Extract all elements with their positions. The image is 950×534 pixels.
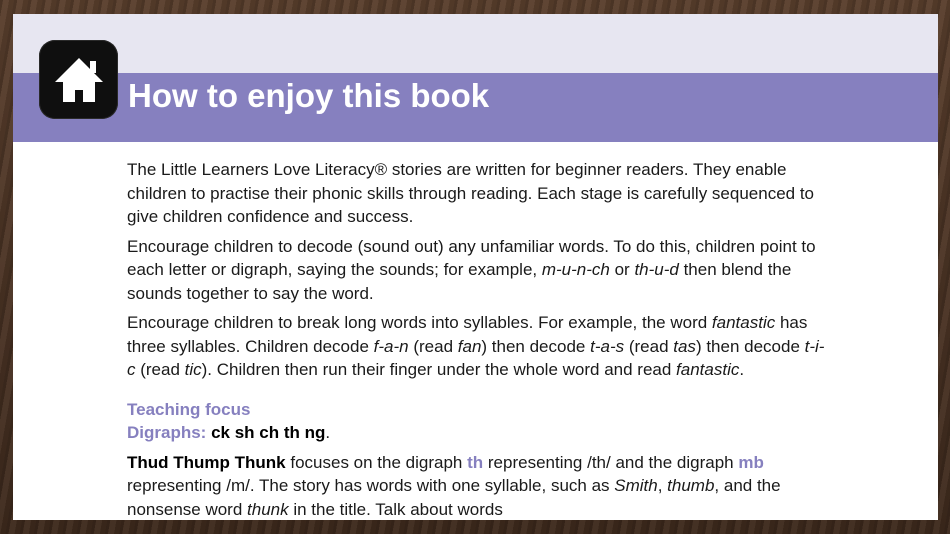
example-thud: th-u-d xyxy=(634,260,679,279)
text: (read xyxy=(624,336,674,356)
word-smith: Smith xyxy=(614,476,658,495)
text: ). Children then run their finger under the whole word and read xyxy=(201,360,677,379)
teaching-focus-heading: Teaching focus xyxy=(127,399,251,419)
word-fantastic-2: fantastic xyxy=(676,360,740,379)
text: Encourage children to break long words into syllables. For example, the word xyxy=(127,313,712,332)
text: then blend the sounds together to say the word. xyxy=(127,260,792,303)
digraphs-line xyxy=(127,421,827,445)
example-munch: m-u-n-ch xyxy=(541,260,610,279)
home-icon xyxy=(51,52,107,108)
digraphs-value: ck sh ch th ng xyxy=(206,423,326,442)
word-tic: tic xyxy=(184,360,202,379)
text: representing /m/. The story has words with one syllable, such as xyxy=(127,476,615,495)
decode-paragraph xyxy=(127,235,827,306)
intro-paragraph: The Little Learners Love Literacy® stories are written for beginner readers. They enable children to practise their phonic skills through reading. Each stage is carefully sequenced to give children confidence and success. xyxy=(127,160,814,226)
text: representing /th/ and the digraph xyxy=(483,452,739,472)
word-fantastic: fantastic xyxy=(711,313,776,332)
story-paragraph xyxy=(127,451,827,521)
digraph-th: th xyxy=(467,452,484,472)
text: Encourage children to decode (sound out) any unfamiliar words. To do this, children point to each letter or digraph, saying the sounds; for example, xyxy=(127,236,816,279)
syllables-paragraph xyxy=(127,311,827,382)
text: . xyxy=(325,423,331,442)
digraph-mb: mb xyxy=(738,452,764,472)
word-thumb: thumb xyxy=(667,476,715,495)
page-title: How to enjoy this book xyxy=(128,77,490,114)
word-tas: tas xyxy=(673,336,696,356)
text: in the title. Talk about words xyxy=(288,499,503,519)
word-thunk: thunk xyxy=(247,499,289,519)
home-button[interactable] xyxy=(39,40,118,119)
word-fan: fan xyxy=(457,336,482,356)
text: or xyxy=(609,260,635,279)
split-tas: t-a-s xyxy=(590,336,625,356)
text: ) then decode xyxy=(481,336,591,356)
text: , and the nonsense word xyxy=(127,476,781,519)
book-page xyxy=(13,14,938,520)
text: focuses on the digraph xyxy=(285,452,468,472)
text: has three syllables. Children decode xyxy=(127,313,808,356)
digraphs-label: Digraphs: xyxy=(127,423,207,442)
text: , xyxy=(657,476,668,495)
text: (read xyxy=(408,336,458,356)
text: . xyxy=(739,360,745,379)
text: (read xyxy=(135,360,185,379)
content xyxy=(127,158,827,520)
split-fan: f-a-n xyxy=(373,336,409,356)
story-title: Thud Thump Thunk xyxy=(127,452,286,472)
top-band xyxy=(13,14,938,73)
split-tic: t-i-c xyxy=(127,336,825,379)
text: ) then decode xyxy=(695,336,805,356)
